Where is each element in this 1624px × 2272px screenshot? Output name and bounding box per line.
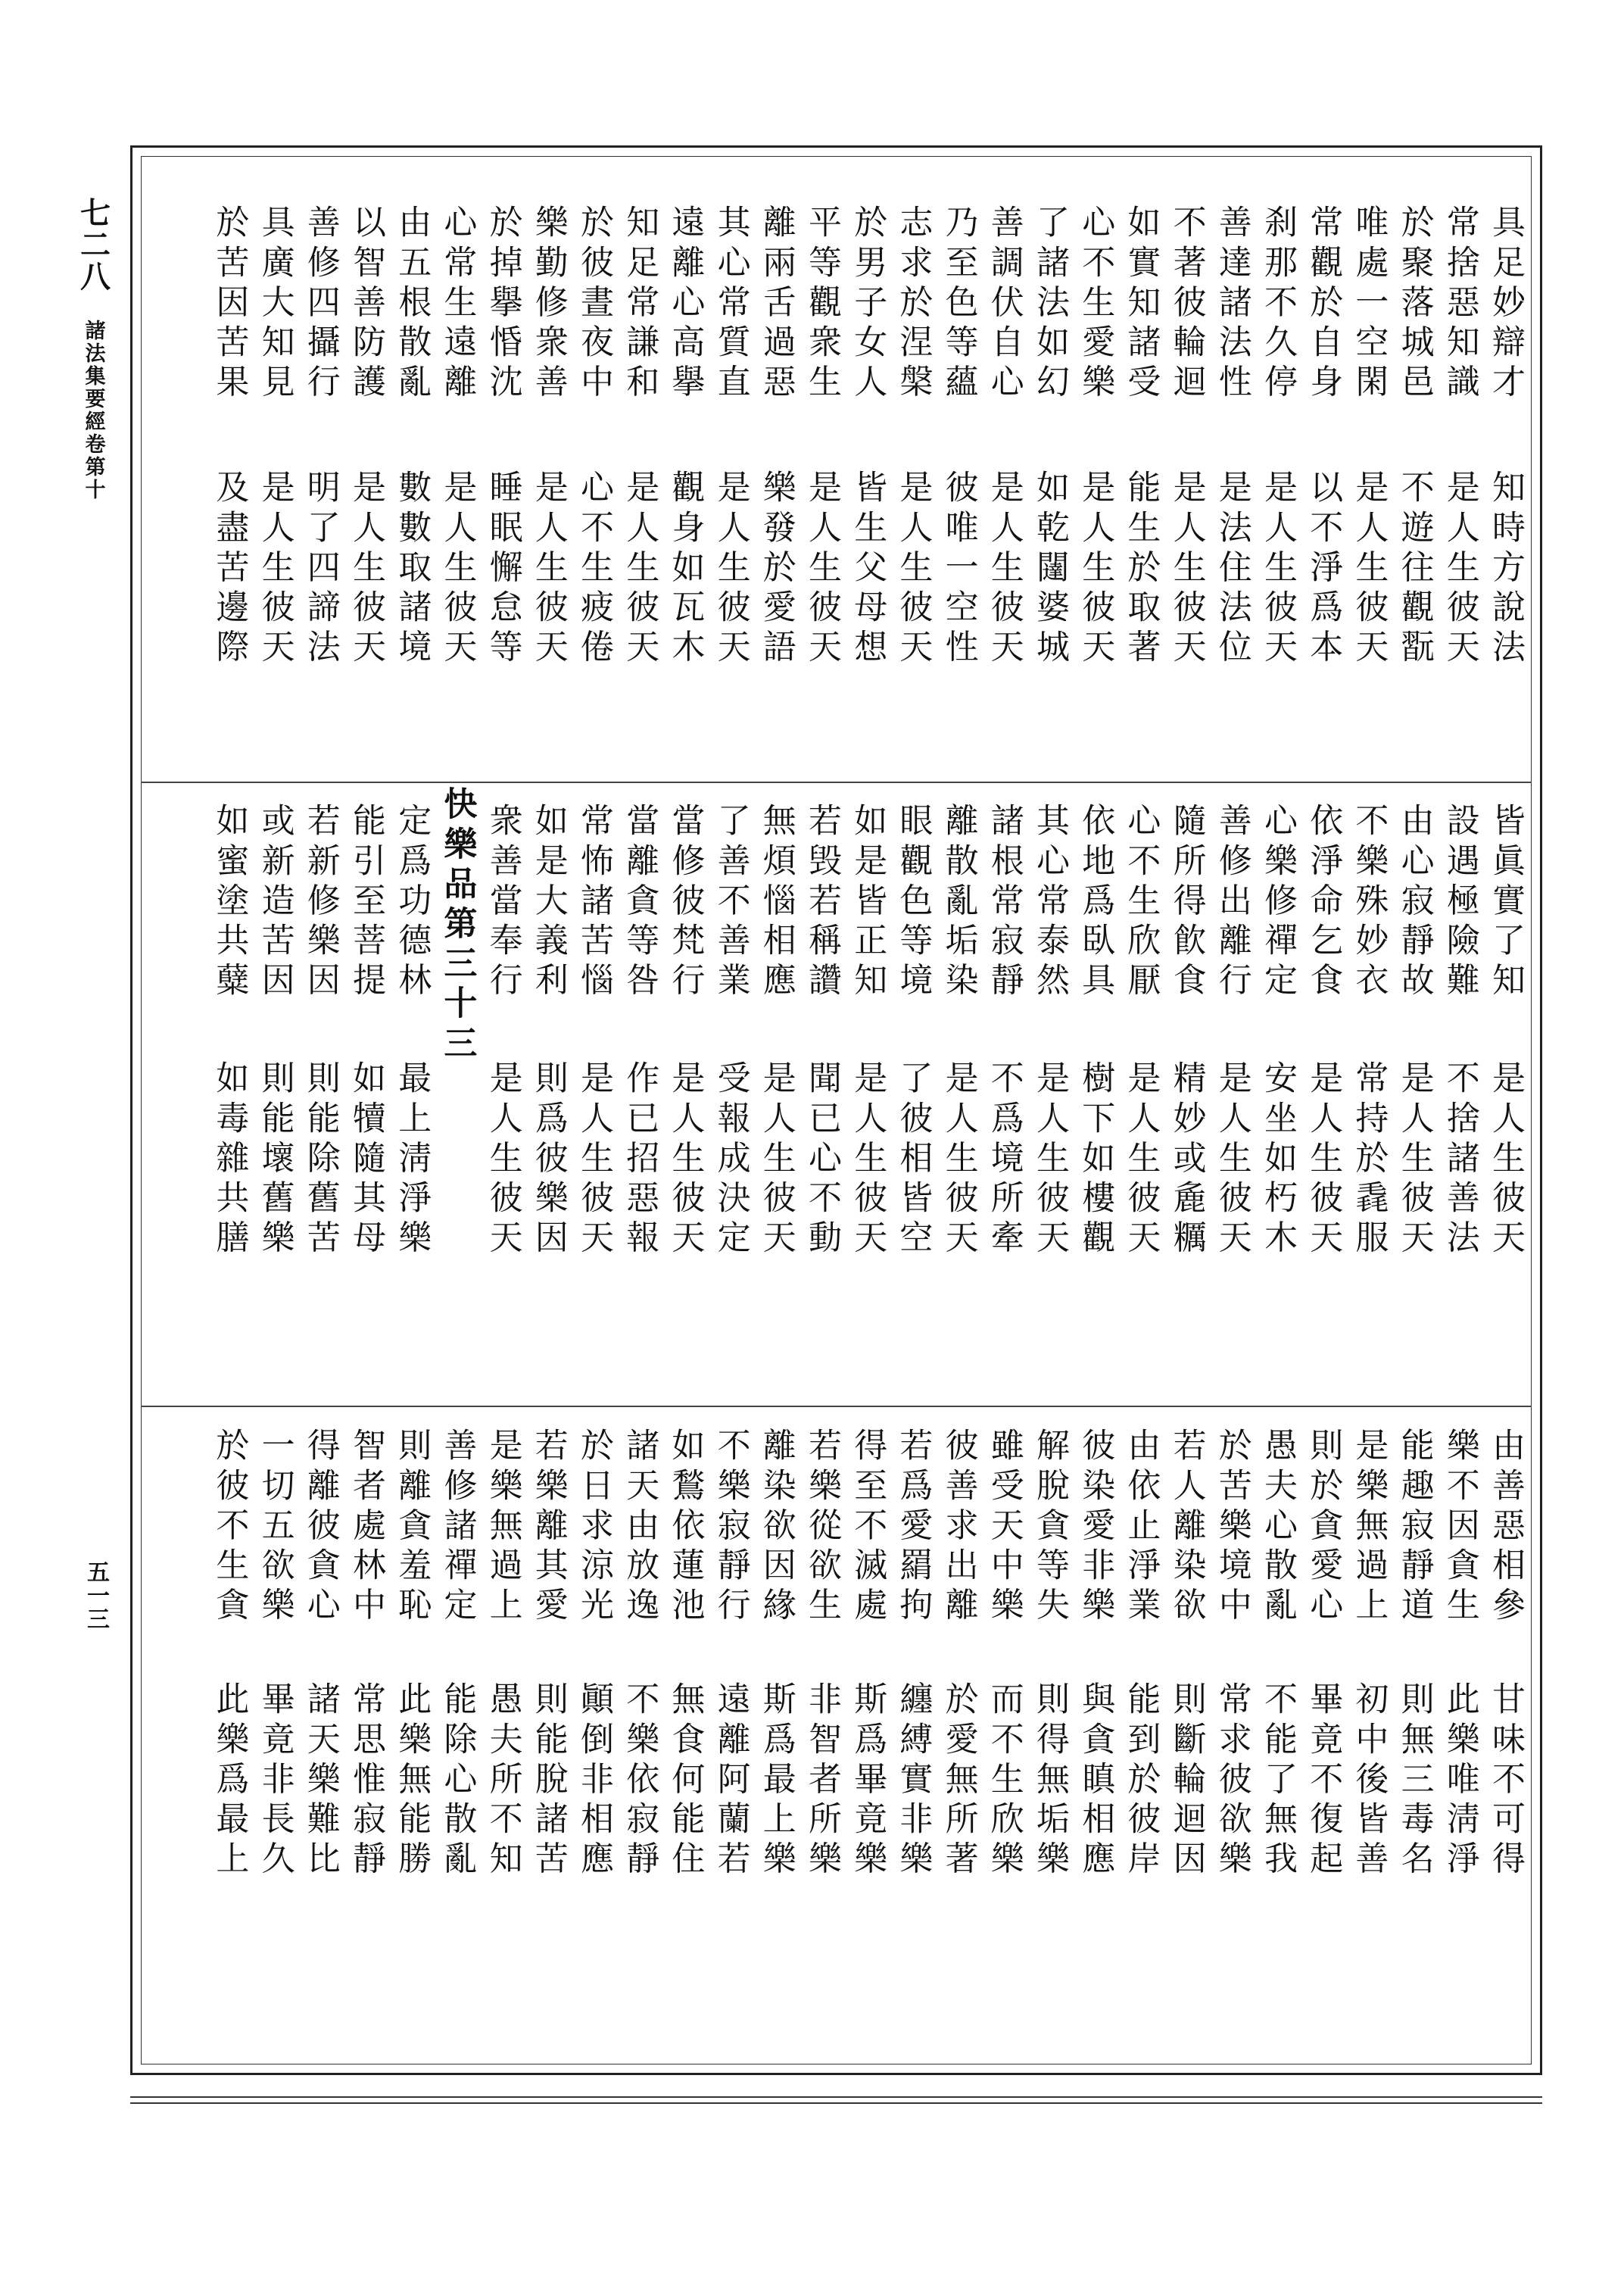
verse-line: 能除心散亂	[438, 1681, 477, 1880]
verse-line: 畢竟不復起	[1304, 1681, 1343, 1880]
verse-line: 如是大義利	[528, 803, 568, 1002]
verse-line: 能生於取著	[1121, 470, 1161, 669]
verse-line: 諸根常寂靜	[984, 803, 1024, 1002]
verse-line: 是人生彼天	[1212, 1060, 1252, 1259]
verse-line: 於苦因苦果	[210, 204, 249, 404]
verse-line: 遠離阿蘭若	[711, 1681, 750, 1880]
verse-line: 作已招惡報	[620, 1060, 659, 1259]
verse-line: 則斷輪迴因	[1167, 1681, 1206, 1880]
verse-line: 能引至菩提	[347, 803, 385, 1002]
verse-line: 則爲彼樂因	[528, 1060, 568, 1259]
verse-line: 精妙或麁糲	[1167, 1060, 1206, 1259]
verse-line: 是人生彼天	[803, 470, 841, 669]
verse-line: 而不生欣樂	[984, 1681, 1024, 1880]
verse-line: 得至不滅處	[848, 1428, 887, 1627]
verse-line: 不爲境所牽	[984, 1060, 1024, 1259]
verse-line: 不樂殊妙衣	[1349, 803, 1389, 1002]
verse-line: 若新修樂因	[301, 803, 340, 1002]
verse-line: 其心常泰然	[1030, 803, 1069, 1002]
verse-line: 愚夫所不知	[483, 1681, 522, 1880]
verse-line: 常思惟寂靜	[347, 1681, 385, 1880]
verse-line: 由善惡相參	[1486, 1428, 1525, 1627]
verse-line: 皆生父母想	[848, 470, 887, 669]
verse-line: 及盡苦邊際	[210, 470, 249, 669]
verse-line: 設遇極險難	[1440, 803, 1479, 1002]
verse-line: 知足常謙和	[620, 204, 659, 404]
verse-line: 如是皆正知	[848, 803, 887, 1002]
verse-line: 若樂離其愛	[528, 1428, 568, 1627]
verse-line: 安坐如朽木	[1258, 1060, 1297, 1259]
verse-line: 於彼晝夜中	[575, 204, 613, 404]
verse-line: 是人生彼天	[1167, 470, 1206, 669]
verse-line: 了諸法如幻	[1030, 204, 1069, 404]
verse-line: 如乾闥婆城	[1030, 470, 1069, 669]
verse-line: 斯爲畢竟樂	[848, 1681, 887, 1880]
verse-line: 於掉擧惛沈	[483, 204, 522, 404]
book-title: 諸法集要經卷第十	[81, 320, 105, 501]
verse-line: 如鶖依蓮池	[665, 1428, 705, 1627]
verse-line: 樂勤修衆善	[528, 204, 568, 404]
verse-line: 若樂從欲生	[803, 1428, 841, 1627]
verse-line: 常持於毳服	[1349, 1060, 1389, 1259]
footer-rule	[130, 2096, 1542, 2098]
verse-line: 如犢隨其母	[347, 1060, 385, 1259]
verse-line: 當修彼梵行	[665, 803, 705, 1002]
verse-line: 此樂爲最上	[210, 1681, 249, 1880]
verse-line: 如實知諸受	[1121, 204, 1161, 404]
verse-line: 若爲愛羂拘	[893, 1428, 933, 1627]
verse-line: 是人生彼天	[848, 1060, 887, 1259]
verse-line: 定爲功德林	[392, 803, 432, 1002]
verse-line: 彼染愛非樂	[1076, 1428, 1115, 1627]
verse-line: 於苦樂境中	[1212, 1428, 1252, 1627]
verse-line: 依地爲臥具	[1076, 803, 1115, 1002]
verse-line: 能趣寂靜道	[1395, 1428, 1434, 1627]
verse-line: 與貪瞋相應	[1076, 1681, 1115, 1880]
verse-line: 以智善防護	[347, 204, 385, 404]
verse-line: 是人生彼天	[1486, 1060, 1525, 1259]
verse-line: 常觀於自身	[1304, 204, 1343, 404]
verse-line: 則能脫諸苦	[528, 1681, 568, 1880]
footer-rule-second	[130, 2102, 1542, 2104]
verse-line: 離染欲因緣	[756, 1428, 796, 1627]
verse-line: 最上淸淨樂	[392, 1060, 432, 1259]
verse-line: 諸天由放逸	[620, 1428, 659, 1627]
folio-number: 五一三	[83, 1560, 109, 1631]
page-number: 七二八	[75, 197, 111, 292]
verse-line: 離散亂垢染	[939, 803, 978, 1002]
verse-line: 是人生彼天	[1258, 470, 1297, 669]
verse-line: 心不生疲倦	[575, 470, 613, 669]
verse-line: 初中後皆善	[1349, 1681, 1389, 1880]
verse-line: 是法住法位	[1212, 470, 1252, 669]
verse-line: 則於貪愛心	[1304, 1428, 1343, 1627]
verse-line: 由五根散亂	[392, 204, 432, 404]
verse-line: 知時方說法	[1486, 470, 1525, 669]
verse-line: 不捨諸善法	[1440, 1060, 1479, 1259]
verse-line: 常捨惡知識	[1440, 204, 1479, 404]
verse-line: 常怖諸苦惱	[575, 803, 613, 1002]
verse-line: 於日求涼光	[575, 1428, 613, 1627]
verse-line: 於愛無所著	[939, 1681, 978, 1880]
verse-line: 是人生彼天	[984, 470, 1024, 669]
verse-line: 觀身如瓦木	[665, 470, 705, 669]
verse-line: 不樂寂靜行	[711, 1428, 750, 1627]
verse-line: 善達諸法性	[1212, 204, 1252, 404]
verse-line: 不著彼輪迴	[1167, 204, 1206, 404]
verse-line: 若人離染欲	[1167, 1428, 1206, 1627]
verse-line: 樂發於愛語	[756, 470, 796, 669]
verse-line: 甘味不可得	[1486, 1681, 1525, 1880]
verse-line: 明了四諦法	[301, 470, 340, 669]
verse-line: 睡眠懈怠等	[483, 470, 522, 669]
verse-line: 了彼相皆空	[893, 1060, 933, 1259]
verse-line: 是人生彼天	[939, 1060, 978, 1259]
verse-line: 是人生彼天	[347, 470, 385, 669]
verse-line: 受報成決定	[711, 1060, 750, 1259]
verse-line: 不樂依寂靜	[620, 1681, 659, 1880]
verse-line: 皆眞實了知	[1486, 803, 1525, 1002]
verse-line: 此樂無能勝	[392, 1681, 432, 1880]
verse-line: 是人生彼天	[1440, 470, 1479, 669]
verse-line: 依淨命乞食	[1304, 803, 1343, 1002]
verse-line: 具足妙辯才	[1486, 204, 1525, 404]
verse-line: 是人生彼天	[1030, 1060, 1069, 1259]
verse-line: 雖受天中樂	[984, 1428, 1024, 1627]
verse-line: 不遊往觀翫	[1395, 470, 1434, 669]
verse-line: 是人生彼天	[620, 470, 659, 669]
verse-line: 常求彼欲樂	[1212, 1681, 1252, 1880]
verse-line: 纏縛實非樂	[893, 1681, 933, 1880]
verse-line: 了善不善業	[711, 803, 750, 1002]
verse-line: 具廣大知見	[255, 204, 295, 404]
verse-line: 能到於彼岸	[1121, 1681, 1161, 1880]
verse-line: 心常生遠離	[438, 204, 477, 404]
verse-line: 善修四攝行	[301, 204, 340, 404]
verse-line: 以不淨爲本	[1304, 470, 1343, 669]
verse-line: 則得無垢樂	[1030, 1681, 1069, 1880]
verse-line: 彼善求出離	[939, 1428, 978, 1627]
verse-line: 是人生彼天	[483, 1060, 522, 1259]
verse-line: 得離彼貪心	[301, 1428, 340, 1627]
verse-line: 諸天樂難比	[301, 1681, 340, 1880]
verse-line: 善調伏自心	[984, 204, 1024, 404]
verse-line: 心樂修禪定	[1258, 803, 1297, 1002]
verse-line: 聞已心不動	[803, 1060, 841, 1259]
verse-line: 一切五欲樂	[255, 1428, 295, 1627]
verse-line: 刹那不久停	[1258, 204, 1297, 404]
verse-line: 顚倒非相應	[575, 1681, 613, 1880]
verse-line: 心不生欣厭	[1121, 803, 1161, 1002]
verse-line: 數數取諸境	[392, 470, 432, 669]
verse-line: 志求於涅槃	[893, 204, 933, 404]
verse-line: 解脫貪等失	[1030, 1428, 1069, 1627]
verse-line: 是人生彼天	[665, 1060, 705, 1259]
verse-line: 此樂唯淸淨	[1440, 1681, 1479, 1880]
verse-line: 當離貪等咎	[620, 803, 659, 1002]
verse-line: 則離貪羞恥	[392, 1428, 432, 1627]
chapter-heading: 快樂品第三十三	[438, 786, 477, 1066]
register-divider-2	[141, 1406, 1532, 1407]
verse-line: 由心寂靜故	[1395, 803, 1434, 1002]
verse-line: 彼唯一空性	[939, 470, 978, 669]
verse-line: 是人生彼天	[1395, 1060, 1434, 1259]
verse-line: 則無三毒名	[1395, 1681, 1434, 1880]
verse-line: 是人生彼天	[1121, 1060, 1161, 1259]
verse-line: 乃至色等蘊	[939, 204, 978, 404]
verse-line: 善修諸禪定	[438, 1428, 477, 1627]
verse-line: 隨所得飮食	[1167, 803, 1206, 1002]
verse-line: 是人生彼天	[1304, 1060, 1343, 1259]
verse-line: 若毁若稱讚	[803, 803, 841, 1002]
verse-line: 眼觀色等境	[893, 803, 933, 1002]
verse-line: 於彼不生貪	[210, 1428, 249, 1627]
verse-line: 是人生彼天	[1076, 470, 1115, 669]
verse-line: 於聚落城邑	[1395, 204, 1434, 404]
verse-line: 則能壞舊樂	[255, 1060, 295, 1259]
verse-line: 無煩惱相應	[756, 803, 796, 1002]
verse-line: 如蜜塗共糵	[210, 803, 249, 1002]
verse-line: 如毒雜共膳	[210, 1060, 249, 1259]
verse-line: 樂不因貪生	[1440, 1428, 1479, 1627]
verse-line: 善修出離行	[1212, 803, 1252, 1002]
verse-line: 是人生彼天	[255, 470, 295, 669]
verse-line: 無食何能住	[665, 1681, 705, 1880]
verse-line: 於男子女人	[848, 204, 887, 404]
verse-line: 是人生彼天	[1349, 470, 1389, 669]
verse-line: 其心常質直	[711, 204, 750, 404]
verse-line: 心不生愛樂	[1076, 204, 1115, 404]
verse-line: 唯處一空閑	[1349, 204, 1389, 404]
verse-line: 是樂無過上	[483, 1428, 522, 1627]
verse-line: 是人生彼天	[711, 470, 750, 669]
verse-line: 智者處林中	[347, 1428, 385, 1627]
verse-line: 平等觀衆生	[803, 204, 841, 404]
verse-line: 是人生彼天	[528, 470, 568, 669]
verse-line: 遠離心高擧	[665, 204, 705, 404]
verse-line: 是人生彼天	[756, 1060, 796, 1259]
verse-line: 不能了無我	[1258, 1681, 1297, 1880]
verse-line: 愚夫心散亂	[1258, 1428, 1297, 1627]
verse-line: 是人生彼天	[438, 470, 477, 669]
verse-line: 是樂無過上	[1349, 1428, 1389, 1627]
register-divider-1	[141, 782, 1532, 783]
verse-line: 是人生彼天	[893, 470, 933, 669]
verse-line: 則能除舊苦	[301, 1060, 340, 1259]
verse-line: 斯爲最上樂	[756, 1681, 796, 1880]
margin-header	[72, 197, 114, 501]
verse-line: 離兩舌過惡	[756, 204, 796, 404]
verse-line: 衆善當奉行	[483, 803, 522, 1002]
verse-line: 是人生彼天	[575, 1060, 613, 1259]
verse-line: 樹下如樓觀	[1076, 1060, 1115, 1259]
verse-line: 由依止淨業	[1121, 1428, 1161, 1627]
verse-line: 畢竟非長久	[255, 1681, 295, 1880]
verse-line: 非智者所樂	[803, 1681, 841, 1880]
verse-line: 或新造苦因	[255, 803, 295, 1002]
